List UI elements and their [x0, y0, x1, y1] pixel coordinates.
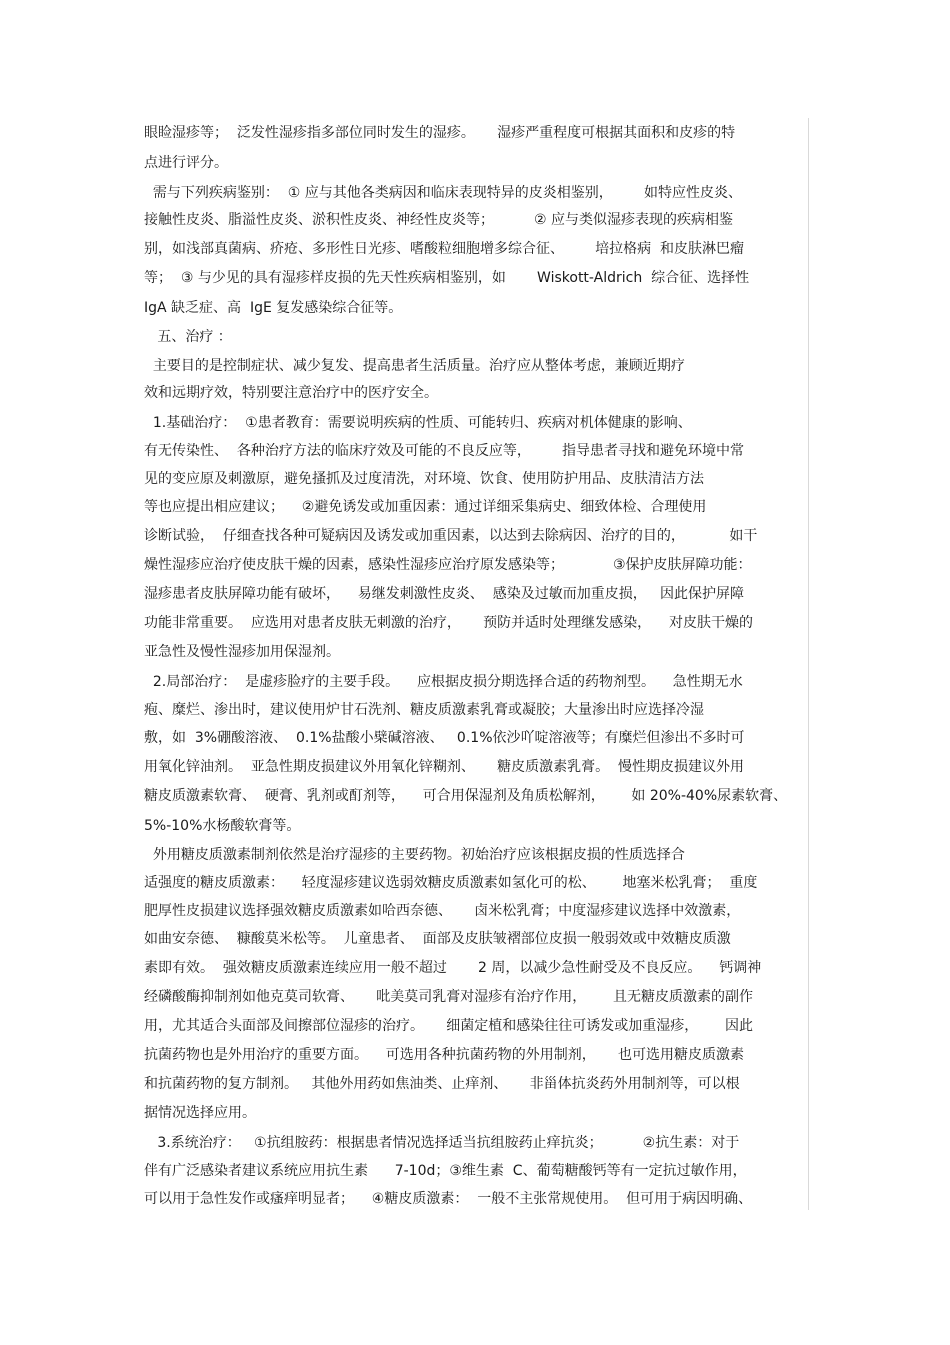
text-line: 经磷酸酶抑制剂如他克莫司软膏、 吡美莫司乳膏对湿疹有治疗作用， 且无糖皮质激素的副作	[144, 989, 753, 1005]
text-line: 需与下列疾病鉴别： ① 应与其他各类病因和临床表现特异的皮炎相鉴别， 如特应性皮炎、	[144, 185, 742, 201]
text-line: 等也应提出相应建议； ②避免诱发或加重因素：通过详细采集病史、细致体检、合理使用	[144, 499, 707, 515]
text-line: 点进行评分。	[144, 155, 228, 171]
text-line: 素即有效。 强效糖皮质激素连续应用一般不超过 2 周，以减少急性耐受及不良反应。 钙调神	[144, 960, 762, 976]
text-line: 糖皮质激素软膏、 硬膏、乳剂或酊剂等， 可合用保湿剂及角质松解剂， 如 20%-40%尿素软膏、	[144, 788, 788, 804]
text-line: 效和远期疗效，特别要注意治疗中的医疗安全。	[144, 385, 438, 401]
text-line: IgA 缺乏症、高 IgE 复发感染综合征等。	[144, 300, 403, 316]
text-line: 功能非常重要。 应选用对患者皮肤无刺激的治疗， 预防并适时处理继发感染， 对皮肤干燥的	[144, 615, 753, 631]
text-line: 2.局部治疗： 是虚疹脸疗的主要手段。 应根据皮损分期选择合适的药物剂型。 急性期无水	[144, 674, 743, 690]
text-line: 眼睑湿疹等； 泛发性湿疹指多部位同时发生的湿疹。 湿疹严重程度可根据其面积和皮疹的特	[144, 125, 736, 141]
text-line: 据情况选择应用。	[144, 1105, 256, 1121]
section-heading: 五、治疗 ：	[144, 329, 232, 345]
text-line: 有无传染性、 各种治疗方法的临床疗效及可能的不良反应等， 指导患者寻找和避免环境中常	[144, 443, 745, 459]
text-line: 如曲安奈德、 糠酸莫米松等。 儿童患者、 面部及皮肤皱褶部位皮损一般弱效或中效糖皮质激	[144, 931, 731, 947]
text-line: 亚急性及慢性湿疹加用保湿剂。	[144, 644, 340, 660]
text-line: 抗菌药物也是外用治疗的重要方面。 可选用各种抗菌药物的外用制剂， 也可选用糖皮质激素	[144, 1047, 745, 1063]
text-line: 接触性皮炎、脂溢性皮炎、淤积性皮炎、神经性皮炎等； ② 应与类似湿疹表现的疾病相鉴	[144, 212, 734, 228]
text-line: 伴有广泛感染者建议系统应用抗生素 7-10d；③维生素 C、葡萄糖酸钙等有一定抗过敏作用，	[144, 1163, 747, 1179]
text-line: 诊断试验， 仔细查找各种可疑病因及诱发或加重因素，以达到去除病因、治疗的目的， 如干	[144, 528, 758, 544]
text-line: 主要目的是控制症状、减少复发、提高患者生活质量。治疗应从整体考虑，兼顾近期疗	[144, 358, 685, 374]
text-line: 可以用于急性发作或瘙痒明显者； ④糖皮质激素： 一般不主张常规使用。 但可用于病因明确、	[144, 1191, 753, 1207]
text-line: 1.基础治疗： ①患者教育：需要说明疾病的性质、可能转归、疾病对机体健康的影响、	[144, 415, 692, 431]
text-line: 适强度的糖皮质激素： 轻度湿疹建议选弱效糖皮质激素如氢化可的松、 地塞米松乳膏； 重度	[144, 875, 758, 891]
text-line: 别，如浅部真菌病、疥疮、多形性日光疹、嗜酸粒细胞增多综合征、 培拉格病 和皮肤淋巴瘤	[144, 241, 745, 257]
text-line: 肥厚性皮损建议选择强效糖皮质激素如哈西奈德、 卤米松乳膏；中度湿疹建议选择中效激素，	[144, 903, 741, 919]
text-line: 用氧化锌油剂。 亚急性期皮损建议外用氧化锌糊剂、 糖皮质激素乳膏。 慢性期皮损建议外用	[144, 759, 745, 775]
text-line: 疱、糜烂、渗出时，建议使用炉甘石洗剂、糖皮质激素乳膏或凝胶；大量渗出时应选择冷湿	[144, 702, 704, 718]
text-line: 3.系统治疗： ①抗组胺药：根据患者情况选择适当抗组胺药止痒抗炎； ②抗生素：对于	[144, 1135, 740, 1151]
text-line: 外用糖皮质激素制剂依然是治疗湿疹的主要药物。初始治疗应该根据皮损的性质选择合	[144, 847, 685, 863]
text-line: 敷，如 3%硼酸溶液、 0.1%盐酸小檗碱溶液、 0.1%依沙吖啶溶液等；有糜烂但渗出不多时可	[144, 730, 745, 746]
text-line: 见的变应原及刺激原，避免搔抓及过度清洗，对环境、饮食、使用防护用品、皮肤清洁方法	[144, 471, 704, 487]
text-line: 等； ③ 与少见的具有湿疹样皮损的先天性疾病相鉴别，如 Wiskott-Aldrich 综合征、选择性	[144, 270, 750, 286]
text-line: 和抗菌药物的复方制剂。 其他外用药如焦油类、止痒剂、 非甾体抗炎药外用制剂等，可以根	[144, 1076, 740, 1092]
text-line: 5%-10%水杨酸软膏等。	[144, 818, 301, 834]
text-line: 燥性湿疹应治疗使皮肤干燥的因素，感染性湿疹应治疗原发感染等； ③保护皮肤屏障功能：	[144, 557, 752, 573]
text-line: 湿疹患者皮肤屏障功能有破坏， 易继发刺激性皮炎、 感染及过敏而加重皮损， 因此保护屏障	[144, 586, 745, 602]
text-line: 用，尤其适合头面部及间擦部位湿疹的治疗。 细菌定植和感染往往可诱发或加重湿疹， 因此	[144, 1018, 753, 1034]
